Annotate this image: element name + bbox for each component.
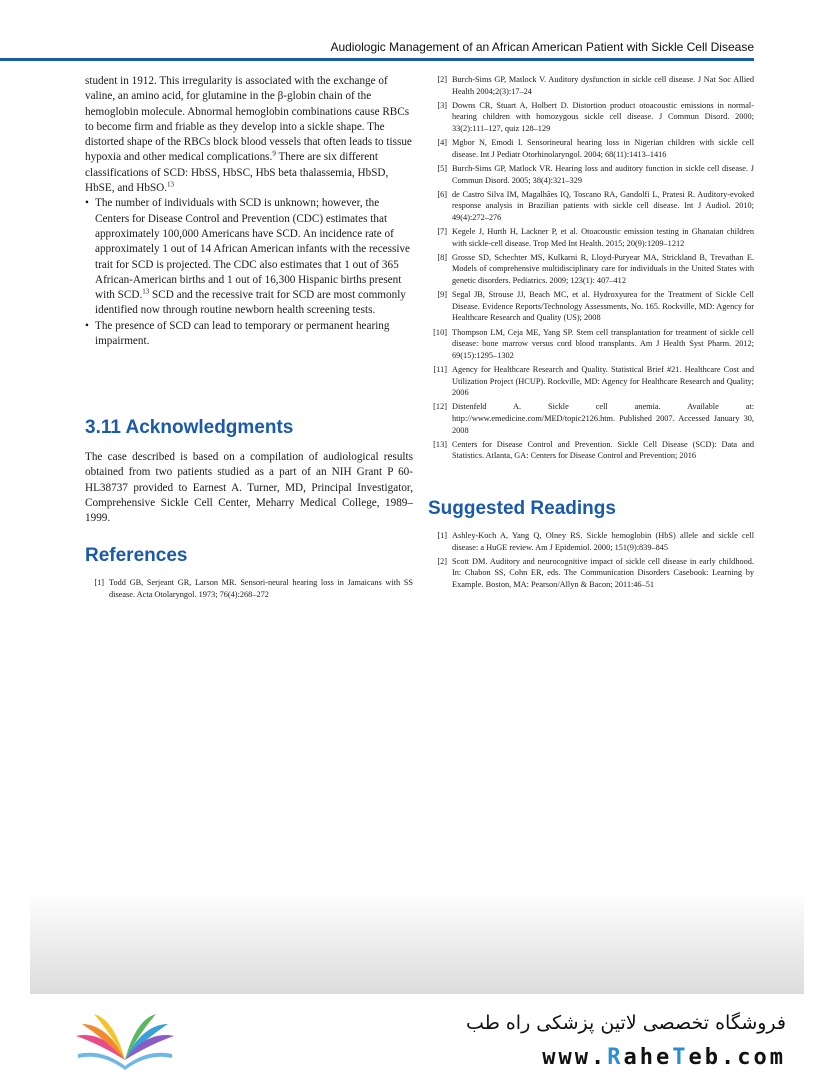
reference-number: [3] bbox=[437, 100, 447, 110]
reference-item bbox=[428, 556, 754, 591]
reference-text: Segal JB, Strouse JJ, Beach MC, et al. Hydroxyurea for the Treatment of Sickle Cell Disease. Evidence Reports/Technology Assessments, No. 165. Rockville, MD: Agency for Healthcare Research and Quality (US); 2008 bbox=[452, 290, 754, 323]
reference-text: Mgbor N, Emodi I. Sensorineural hearing loss in Nigerian children with sickle cell disease. Int J Pediatr Otorhinolaryngol. 2004; 68(11):1413–1416 bbox=[452, 138, 754, 159]
reference-item bbox=[428, 439, 754, 462]
reference-text: Scott DM. Auditory and neurocognitive impact of sickle cell disease in early childhood. In: Chabon SS, Cohn ER, eds. The Communication Disorders Casebook: Learning by Example. Boston, MA: Pearson/Allyn & Bacon; 2011:46–51 bbox=[452, 556, 754, 589]
references-heading: References bbox=[85, 545, 188, 566]
reference-number: [10] bbox=[433, 327, 447, 337]
reference-item bbox=[428, 226, 754, 249]
running-title: Audiologic Management of an African American Patient with Sickle Cell Disease bbox=[330, 40, 754, 54]
reference-item bbox=[428, 401, 754, 436]
reference-text: Kegele J, Hurth H, Lackner P, et al. Otoacoustic emission testing in Ghanaian children with sickle-cell disease. Trop Med Int Health. 2015; 20(9):1209–1212 bbox=[452, 227, 754, 248]
reference-number: [6] bbox=[437, 189, 447, 199]
reference-text: Burch-Sims GP, Matlock VR. Hearing loss and auditory function in sickle cell disease. J Commun Disord. 2005; 38(4):321–329 bbox=[452, 163, 754, 185]
bullet-text: The presence of SCD can lead to temporary or permanent hearing impairment. bbox=[95, 319, 390, 348]
reference-number: [7] bbox=[437, 227, 447, 237]
reference-number: [11] bbox=[433, 365, 447, 374]
reference-item bbox=[428, 137, 754, 160]
footer-band bbox=[30, 890, 804, 994]
reference-text: Centers for Disease Control and Prevention. Sickle Cell Disease (SCD): Data and Statistics. Atlanta, GA: Centers for Disease Control and Prevention; 2016 bbox=[452, 439, 754, 461]
intro-text: student in 1912. This irregularity is associated with the exchange of valine, an amino acid, for glutamine in the β-globin chain of the hemoglobin molecule. Abnormal hemoglobin combinations cause RBCs to become firm and friable as they develop into a sickle shape. The distorted shape of the RBCs block blood vessels that often leads to tissue hypoxia and other medical complications. bbox=[85, 75, 412, 164]
reference-item bbox=[428, 327, 754, 362]
reference-item bbox=[428, 189, 754, 224]
acknowledgments-text: The case described is based on a compilation of audiological results obtained from two patients studied as a part of an NIH Grant P 60-HL38737 provided to Earnest A. Turner, MD, Principal Investigator, Comprehensive Sickle Cell Center, Meharry Medical College, 1989–1999. bbox=[85, 451, 413, 525]
reference-number: [8] bbox=[437, 252, 447, 262]
suggested-readings-heading: Suggested Readings bbox=[428, 498, 616, 519]
reference-number: [1] bbox=[94, 578, 104, 587]
citation-superscript: 9 bbox=[272, 149, 276, 158]
acknowledgments-heading: 3.11 Acknowledgments bbox=[85, 417, 294, 438]
reference-text: Todd GB, Serjeant GR, Larson MR. Sensori-neural hearing loss in Jamaicans with SS disease. Acta Otolaryngol. 1973; 76(4):268–272 bbox=[109, 578, 413, 599]
reference-text: Distenfeld A. Sickle cell anemia. Available at: http://www.emedicine.com/MED/topic2126.htm. Published 2007. Accessed January 30, 2008 bbox=[452, 402, 754, 435]
bullet-text-cont: SCD and the recessive trait for SCD are most commonly identified now through routine newborn health screening tests. bbox=[95, 289, 406, 317]
url-accent-r: R bbox=[607, 1045, 624, 1070]
bullet-text: The number of individuals with SCD is unknown; however, the Centers for Disease Control and Prevention (CDC) estimates that approximately 100,000 Americans have SCD. An incidence rate of approximately 1 out of 14 African American infants with the recessive trait for SCD is projected. The CDC also estimates that 1 out of 365 African-American births and 1 out of 16,300 Hispanic births present with SCD. bbox=[95, 197, 411, 302]
reference-number: [2] bbox=[437, 556, 447, 566]
suggested-readings-list bbox=[428, 530, 754, 593]
store-name: فروشگاه تخصصی لاتین پزشکی راه طب bbox=[466, 1012, 786, 1034]
url-mid: ahe bbox=[623, 1045, 673, 1070]
open-book-logo-icon bbox=[72, 1010, 178, 1072]
bullet-list bbox=[85, 196, 413, 349]
reference-number: [12] bbox=[433, 402, 447, 412]
reference-item bbox=[428, 163, 754, 186]
bullet-item bbox=[85, 196, 413, 318]
citation-superscript: 13 bbox=[167, 180, 175, 189]
store-url[interactable] bbox=[446, 1045, 786, 1070]
url-suffix: .com bbox=[721, 1045, 786, 1070]
reference-text: Agency for Healthcare Research and Quality. Statistical Brief #21. Healthcare Cost and Utilization Project (HCUP). Rockville, MD: Agency for Healthcare Research and Quality; 2006 bbox=[452, 365, 754, 398]
reference-number: [2] bbox=[437, 75, 447, 84]
intro-paragraph bbox=[85, 74, 413, 196]
reference-item bbox=[85, 577, 413, 600]
reference-number: [4] bbox=[437, 138, 447, 148]
reference-item bbox=[428, 74, 754, 97]
intro-text-cont: There are six different classifications of SCD: HbSS, HbSC, HbS beta thalassemia, HbSD, HbSE, and HbSO. bbox=[85, 151, 389, 195]
reference-text: Ashley-Koch A, Yang Q, Olney RS. Sickle hemoglobin (HbS) allele and sickle cell disease: a HuGE review. Am J Epidemiol. 2000; 151(9):839–845 bbox=[452, 531, 754, 552]
reference-item bbox=[428, 289, 754, 324]
bullet-item bbox=[85, 319, 413, 350]
reference-item bbox=[428, 530, 754, 553]
citation-superscript: 13 bbox=[142, 287, 150, 296]
reference-text: Grosse SD, Schechter MS, Kulkarni R, Lloyd-Puryear MA, Strickland B, Trevathan E. Models of comprehensive multidisciplinary care for individuals in the United States with genetic disorders. Pediatrics. 2009; 123(1): 407–412 bbox=[452, 252, 754, 286]
left-column bbox=[85, 74, 413, 349]
reference-item bbox=[428, 252, 754, 287]
reference-number: [13] bbox=[433, 439, 447, 449]
reference-text: Thompson LM, Ceja ME, Yang SP. Stem cell transplantation for treatment of sickle cell disease: bone marrow versus cord blood transplants. Am J Health Syst Pharm. 2012; 69(15):1295–1302 bbox=[452, 327, 754, 360]
reference-text: de Castro Silva IM, Magalhães IQ, Toscano RA, Gandolfi L, Pratesi R. Auditory-evoked response analysis in Brazilian patients with sickle cell disease. Int J Audiol. 2010; 49(4):272–276 bbox=[452, 189, 754, 222]
reference-number: [1] bbox=[437, 531, 447, 540]
url-mid-2: eb bbox=[688, 1045, 722, 1070]
url-accent-t: T bbox=[672, 1045, 689, 1070]
reference-text: Burch-Sims GP, Matlock V. Auditory dysfunction in sickle cell disease. J Nat Soc Allied Health 2004;2(3):17–24 bbox=[452, 75, 754, 96]
reference-item bbox=[428, 100, 754, 135]
header-rule bbox=[0, 58, 754, 61]
reference-number: [5] bbox=[437, 163, 447, 173]
reference-text: Downs CR, Stuart A, Holbert D. Distortion product otoacoustic emissions in normal-hearing children with homozygous sickle cell disease. J Commun Disord. 2000; 33(2):111–127, quiz 128–129 bbox=[452, 100, 754, 133]
reference-number: [9] bbox=[437, 290, 447, 300]
reference-item bbox=[428, 364, 754, 399]
references-list-left bbox=[85, 577, 413, 603]
url-prefix: www. bbox=[542, 1045, 608, 1070]
references-list-right bbox=[428, 74, 754, 465]
